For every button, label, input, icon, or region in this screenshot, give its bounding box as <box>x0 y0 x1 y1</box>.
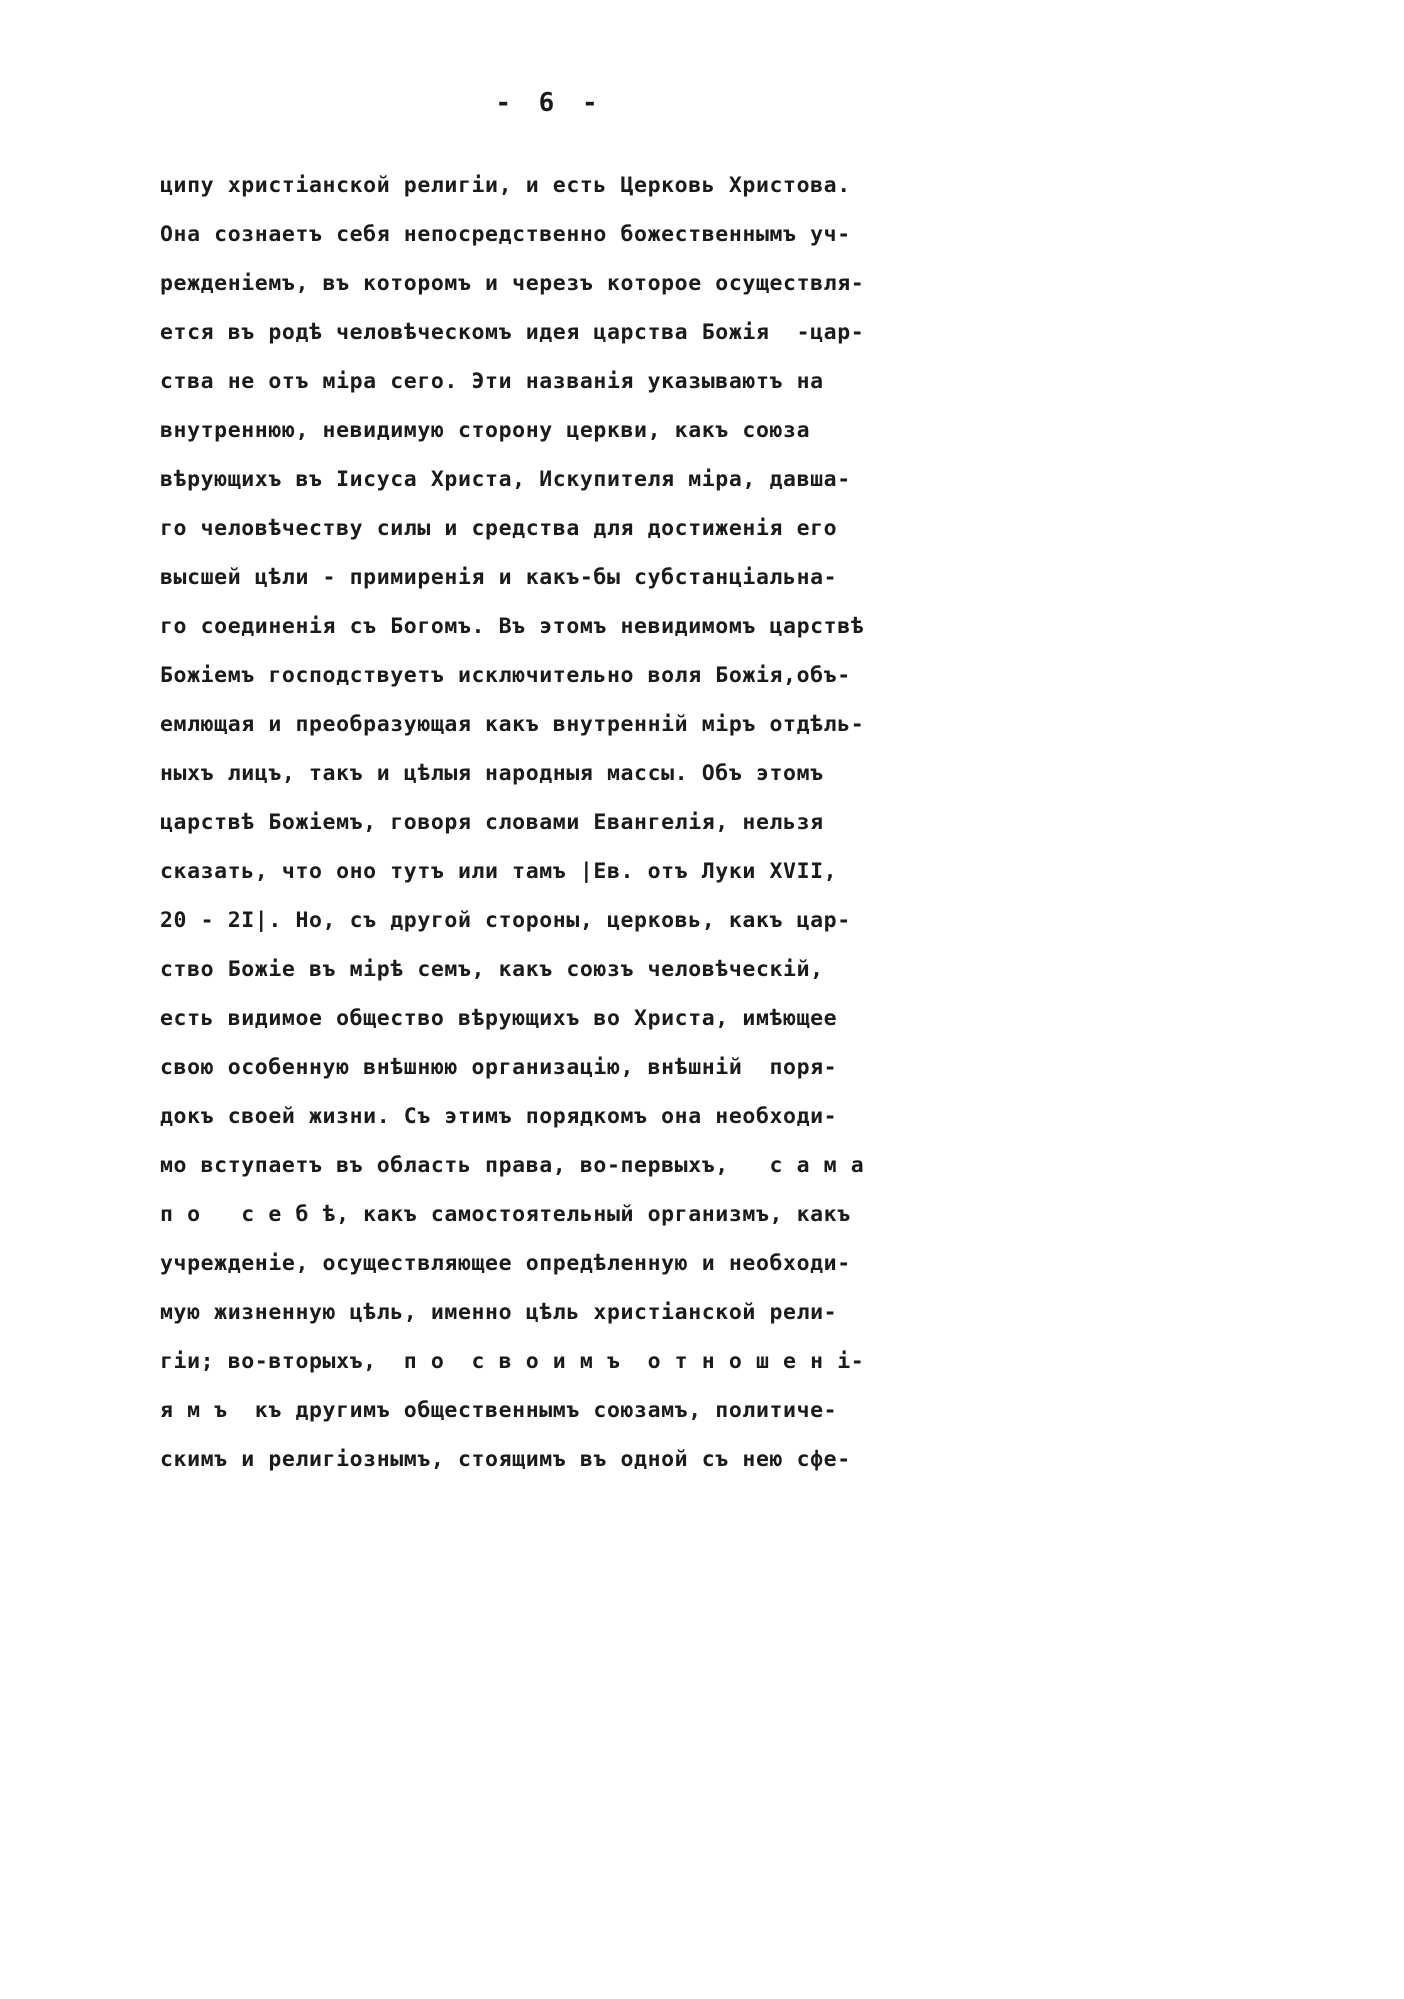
page-number: - 6 - <box>495 88 604 118</box>
body-text <box>160 166 950 1489</box>
text-line: высшей цѣли - примиренія и какъ-бы субстанціальна- <box>160 565 838 590</box>
text-line: п о с е б ѣ, какъ самостоятельный организмъ, какъ <box>160 1202 851 1227</box>
text-line: царствѣ Божіемъ, говоря словами Евангелія, нельзя <box>160 810 824 835</box>
text-line: внутреннюю, невидимую сторону церкви, какъ союза <box>160 418 811 443</box>
text-line: ныхъ лицъ, такъ и цѣлыя народныя массы. Объ этомъ <box>160 761 824 786</box>
text-line: Она сознаетъ себя непосредственно божественнымъ уч- <box>160 222 851 247</box>
text-line: свою особенную внѣшнюю организацію, внѣшній поря- <box>160 1055 838 1080</box>
text-line: я м ъ къ другимъ общественнымъ союзамъ, политиче- <box>160 1398 838 1423</box>
text-line: ципу христіанской религіи, и есть Церковь Христова. <box>160 173 851 198</box>
text-line: мую жизненную цѣль, именно цѣль христіанской рели- <box>160 1300 838 1325</box>
text-line: есть видимое общество вѣрующихъ во Христа, имѣющее <box>160 1006 838 1031</box>
text-line: ства не отъ міра сего. Эти названія указываютъ на <box>160 369 824 394</box>
text-line: Божіемъ господствуетъ исключительно воля Божія,объ- <box>160 663 851 688</box>
text-line: го человѣчеству силы и средства для достиженія его <box>160 516 838 541</box>
text-line: емлющая и преобразующая какъ внутренній міръ отдѣль- <box>160 712 865 737</box>
text-line: го соединенія съ Богомъ. Въ этомъ невидимомъ царствѣ <box>160 614 865 639</box>
text-line: скимъ и религіознымъ, стоящимъ въ одной съ нею сфе- <box>160 1447 851 1472</box>
text-line: ство Божіе въ мірѣ семъ, какъ союзъ человѣческій, <box>160 957 824 982</box>
text-line: вѣрующихъ въ Іисуса Христа, Искупителя міра, давша- <box>160 467 851 492</box>
text-line: сказать, что оно тутъ или тамъ |Ев. отъ Луки XVII, <box>160 859 838 884</box>
text-line: учрежденіе, осуществляющее опредѣленную и необходи- <box>160 1251 851 1276</box>
text-line: мо вступаетъ въ область права, во-первыхъ, с а м а <box>160 1153 865 1178</box>
text-line: режденіемъ, въ которомъ и черезъ которое осуществля- <box>160 271 865 296</box>
text-line: докъ своей жизни. Съ этимъ порядкомъ она необходи- <box>160 1104 838 1129</box>
text-line: 20 - 2I|. Но, съ другой стороны, церковь, какъ цар- <box>160 908 851 933</box>
text-line: гіи; во-вторыхъ, п о с в о и м ъ о т н о ш е н і- <box>160 1349 865 1374</box>
text-line: ется въ родѣ человѣческомъ идея царства Божія -цар- <box>160 320 865 345</box>
